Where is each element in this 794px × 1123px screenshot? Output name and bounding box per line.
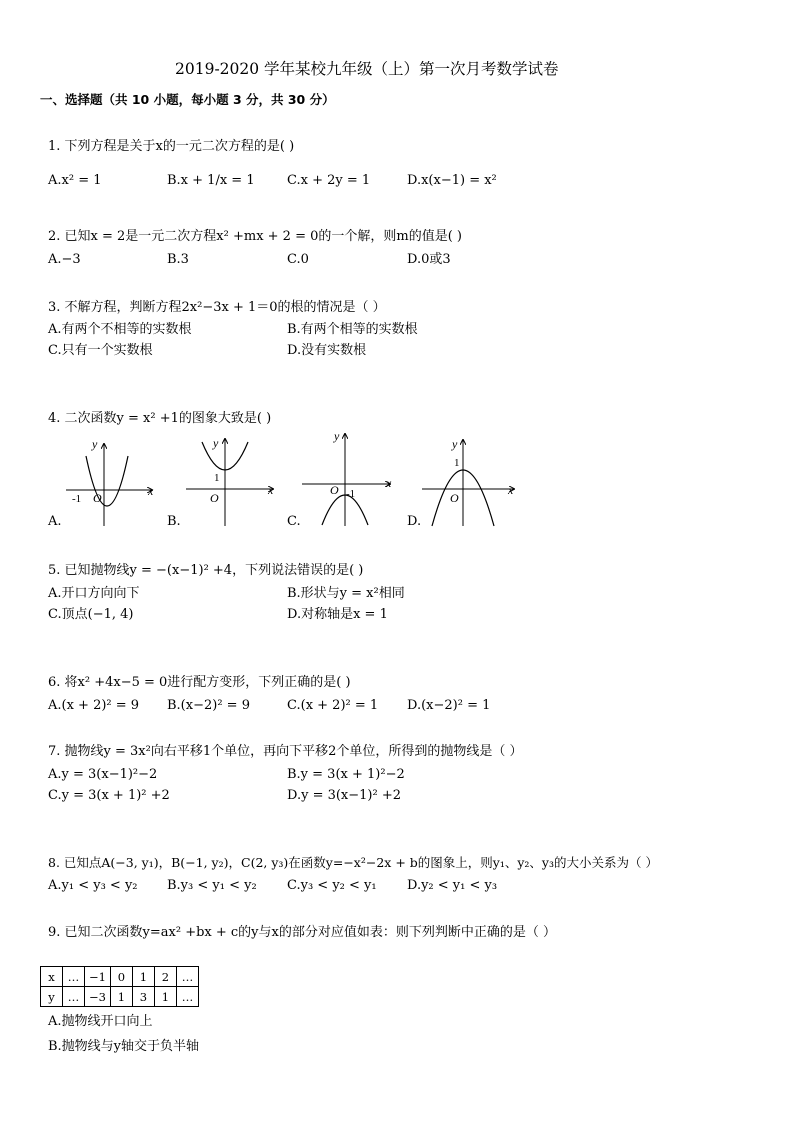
graph-b — [180, 436, 285, 528]
question-8-stem: 8. 已知点A(−3, y₁)，B(−1, y₂)，C(2, y₃)在函数y=−x²−2x + b的图象上，则y₁、y₂、y₃的大小关系为（ ） — [48, 855, 658, 870]
origin-label: O — [210, 491, 219, 505]
question-4-stem: 4. 二次函数y = x² +1的图象大致是( ) — [48, 411, 272, 426]
question-3-stem: 3. 不解方程，判断方程2x²−3x + 1＝0的根的情况是（ ） — [48, 300, 386, 315]
q3-option-c[interactable]: C.只有一个实数根 — [48, 343, 153, 358]
y-label: y — [92, 437, 98, 451]
q8-option-d[interactable]: D.y₂ < y₁ < y₃ — [407, 878, 498, 893]
origin-label: O — [330, 483, 339, 497]
table-cell: … — [176, 987, 198, 1007]
q7-option-a[interactable]: A.y = 3(x−1)²−2 — [48, 767, 158, 782]
q2-option-a[interactable]: A.−3 — [48, 252, 81, 267]
q4-option-d[interactable]: D. — [407, 514, 422, 529]
graph-a — [60, 436, 165, 528]
q8-option-b[interactable]: B.y₃ < y₁ < y₂ — [167, 878, 257, 893]
question-5-stem: 5. 已知抛物线y = −(x−1)² +4，下列说法错误的是( ) — [48, 563, 364, 578]
table-cell: … — [63, 967, 85, 987]
origin-label: O — [93, 491, 102, 505]
q7-option-d[interactable]: D.y = 3(x−1)² +2 — [287, 788, 402, 803]
origin-label: O — [450, 491, 459, 505]
y-label: y — [334, 429, 340, 443]
table-cell: 1 — [110, 987, 132, 1007]
q9-option-b[interactable]: B.抛物线与y轴交于负半轴 — [48, 1039, 200, 1054]
q8-option-c[interactable]: C.y₃ < y₂ < y₁ — [287, 878, 377, 893]
q5-option-b[interactable]: B.形状与y = x²相同 — [287, 586, 405, 601]
x-label: x — [268, 483, 274, 497]
table-cell: … — [176, 967, 198, 987]
x-label: x — [148, 484, 154, 498]
tick-label-neg1: -1 — [72, 493, 82, 505]
question-2-stem: 2. 已知x = 2是一元二次方程x² +mx + 2 = 0的一个解，则m的值是( ) — [48, 229, 462, 244]
q6-option-b[interactable]: B.(x−2)² = 9 — [167, 698, 250, 713]
table-cell: x — [41, 967, 63, 987]
q7-option-b[interactable]: B.y = 3(x + 1)²−2 — [287, 767, 405, 782]
q5-option-a[interactable]: A.开口方向向下 — [48, 586, 140, 601]
table-cell: −1 — [85, 967, 111, 987]
q6-option-d[interactable]: D.(x−2)² = 1 — [407, 698, 491, 713]
q4-option-b[interactable]: B. — [167, 514, 181, 529]
q4-option-c[interactable]: C. — [287, 514, 301, 529]
tick-label-1: 1 — [454, 457, 460, 469]
q3-option-d[interactable]: D.没有实数根 — [287, 343, 367, 358]
q5-option-d[interactable]: D.对称轴是x = 1 — [287, 607, 388, 622]
q6-option-a[interactable]: A.(x + 2)² = 9 — [48, 698, 140, 713]
table-row-x — [41, 967, 199, 987]
table-cell: 1 — [132, 967, 154, 987]
question-9-stem: 9. 已知二次函数y=ax² +bx + c的y与x的部分对应值如表：则下列判断中正确的是（ ） — [48, 925, 556, 940]
table-cell: −3 — [85, 987, 111, 1007]
q9-option-a[interactable]: A.抛物线开口向上 — [48, 1014, 153, 1029]
q1-option-a[interactable]: A.x² = 1 — [48, 173, 102, 188]
y-label: y — [452, 437, 458, 451]
page-title: 2019-2020 学年某校九年级（上）第一次月考数学试卷 — [175, 60, 559, 78]
q3-option-a[interactable]: A.有两个不相等的实数根 — [48, 322, 192, 337]
q8-option-a[interactable]: A.y₁ < y₃ < y₂ — [48, 878, 138, 893]
q7-option-c[interactable]: C.y = 3(x + 1)² +2 — [48, 788, 170, 803]
x-label: x — [508, 483, 514, 497]
value-table — [40, 966, 199, 1007]
question-1-stem: 1. 下列方程是关于x的一元二次方程的是( ) — [48, 139, 295, 154]
table-cell: 0 — [110, 967, 132, 987]
q1-option-d[interactable]: D.x(x−1) = x² — [407, 173, 497, 188]
table-row-y — [41, 987, 199, 1007]
q1-option-c[interactable]: C.x + 2y = 1 — [287, 173, 371, 188]
q2-option-c[interactable]: C.0 — [287, 252, 309, 267]
question-6-stem: 6. 将x² +4x−5 = 0进行配方变形，下列正确的是( ) — [48, 675, 351, 690]
q2-option-b[interactable]: B.3 — [167, 252, 189, 267]
y-label: y — [213, 436, 219, 450]
table-cell: 2 — [154, 967, 176, 987]
q1-option-b[interactable]: B.x + 1/x = 1 — [167, 173, 255, 188]
question-7-stem: 7. 抛物线y = 3x²向右平移1个单位，再向下平移2个单位，所得到的抛物线是（ ） — [48, 744, 523, 759]
q3-option-b[interactable]: B.有两个相等的实数根 — [287, 322, 418, 337]
tick-label-1: 1 — [214, 472, 220, 484]
x-label: x — [386, 476, 392, 490]
q2-option-d[interactable]: D.0或3 — [407, 252, 451, 267]
table-cell: 3 — [132, 987, 154, 1007]
table-cell: … — [63, 987, 85, 1007]
tick-label-neg1: -1 — [346, 488, 356, 500]
graph-c — [298, 428, 403, 528]
q5-option-c[interactable]: C.顶点(−1, 4) — [48, 607, 134, 622]
graph-d — [418, 436, 523, 528]
q6-option-c[interactable]: C.(x + 2)² = 1 — [287, 698, 379, 713]
section-heading: 一、选择题（共 10 小题，每小题 3 分，共 30 分） — [40, 92, 335, 107]
q4-option-a[interactable]: A. — [48, 514, 62, 529]
table-cell: y — [41, 987, 63, 1007]
table-cell: 1 — [154, 987, 176, 1007]
